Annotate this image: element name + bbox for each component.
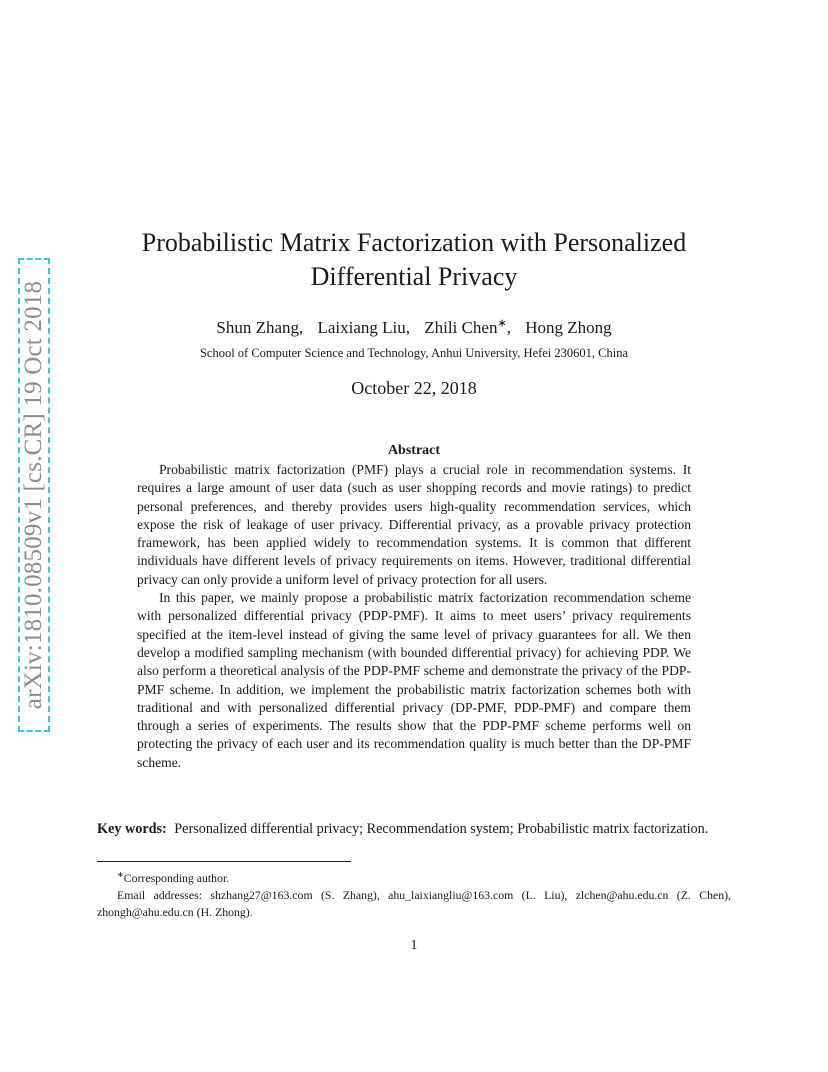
author-list [90,316,738,338]
footnote-emails[interactable]: Email addresses: shzhang27@163.com (S. Zhang), ahu_laixiangliu@163.com (L. Liu), zlchen@ahu.edu.cn (Z. Chen), zhongh@ahu.edu.cn (H. Zhong). [97,887,731,919]
paper-title [90,226,738,294]
footnotes [97,866,731,921]
author-1: Shun Zhang, [216,317,304,337]
affiliation: School of Computer Science and Technology, Anhui University, Hefei 230601, China [199,346,629,360]
author-name: Hong Zhong [525,317,612,337]
page-number: 1 [410,938,418,953]
abstract-paragraph-2: In this paper, we mainly propose a probabilistic matrix factorization recommendation scheme with personalized differential privacy (PDP-PMF). It aims to meet users’ privacy requirements specified at the item-level instead of giving the same level of privacy guarantees for all. We then develop a modified sampling mechanism (with bounded differential privacy) for achieving PDP. We also perform a theoretical analysis of the PDP-PMF scheme and demonstrate the privacy of the PDP-PMF scheme. In addition, we implement the probabilistic matrix factorization schemes both with traditional and with personalized differential privacy (DP-PMF, PDP-PMF) and compare them through a series of experiments. The results show that the PDP-PMF scheme performs well on protecting the privacy of each user and its recommendation quality is much better than the DP-PMF scheme. [137,590,691,770]
keywords-label: Key words: [97,821,167,837]
author-name: Zhili Chen [424,317,498,337]
keywords [97,820,731,839]
footnote-corresponding [97,866,731,887]
abstract-body [137,461,691,772]
arxiv-stamp [18,258,50,732]
footnote-divider [97,861,351,862]
author-4 [525,318,611,337]
keywords-text: Personalized differential privacy; Recommendation system; Probabilistic matrix factorization. [174,821,709,837]
author-3: Zhili Chen∗, [424,317,511,337]
title-line-2: Differential Privacy [310,262,518,291]
author-name: Shun Zhang [216,317,299,337]
footnote-mark: ∗ [117,870,124,879]
abstract-paragraph-1: Probabilistic matrix factorization (PMF) plays a crucial role in recommendation systems. It requires a large amount of user data (such as user shopping records and movie ratings) to predict personal preferences, and thereby provides users high-quality recommendation services, which expose the risk of leakage of user privacy. Differential privacy, as a provable privacy protection framework, has been applied widely to recommendation systems. It is common that different individuals have different levels of privacy requirements on items. However, traditional differential privacy can only provide a uniform level of privacy protection for all users. [137,462,691,587]
abstract-heading: Abstract [387,443,441,458]
author-2: Laixiang Liu, [317,317,411,337]
footnote-corresponding-text: Corresponding author. [123,870,230,885]
publication-date: October 22, 2018 [351,378,477,398]
title-line-1: Probabilistic Matrix Factorization with Personalized [141,228,687,257]
arxiv-identifier[interactable]: arXiv:1810.08509v1 [cs.CR] 19 Oct 2018 [20,280,48,710]
author-name: Laixiang Liu [317,317,406,337]
corresponding-mark: ∗ [497,317,507,329]
